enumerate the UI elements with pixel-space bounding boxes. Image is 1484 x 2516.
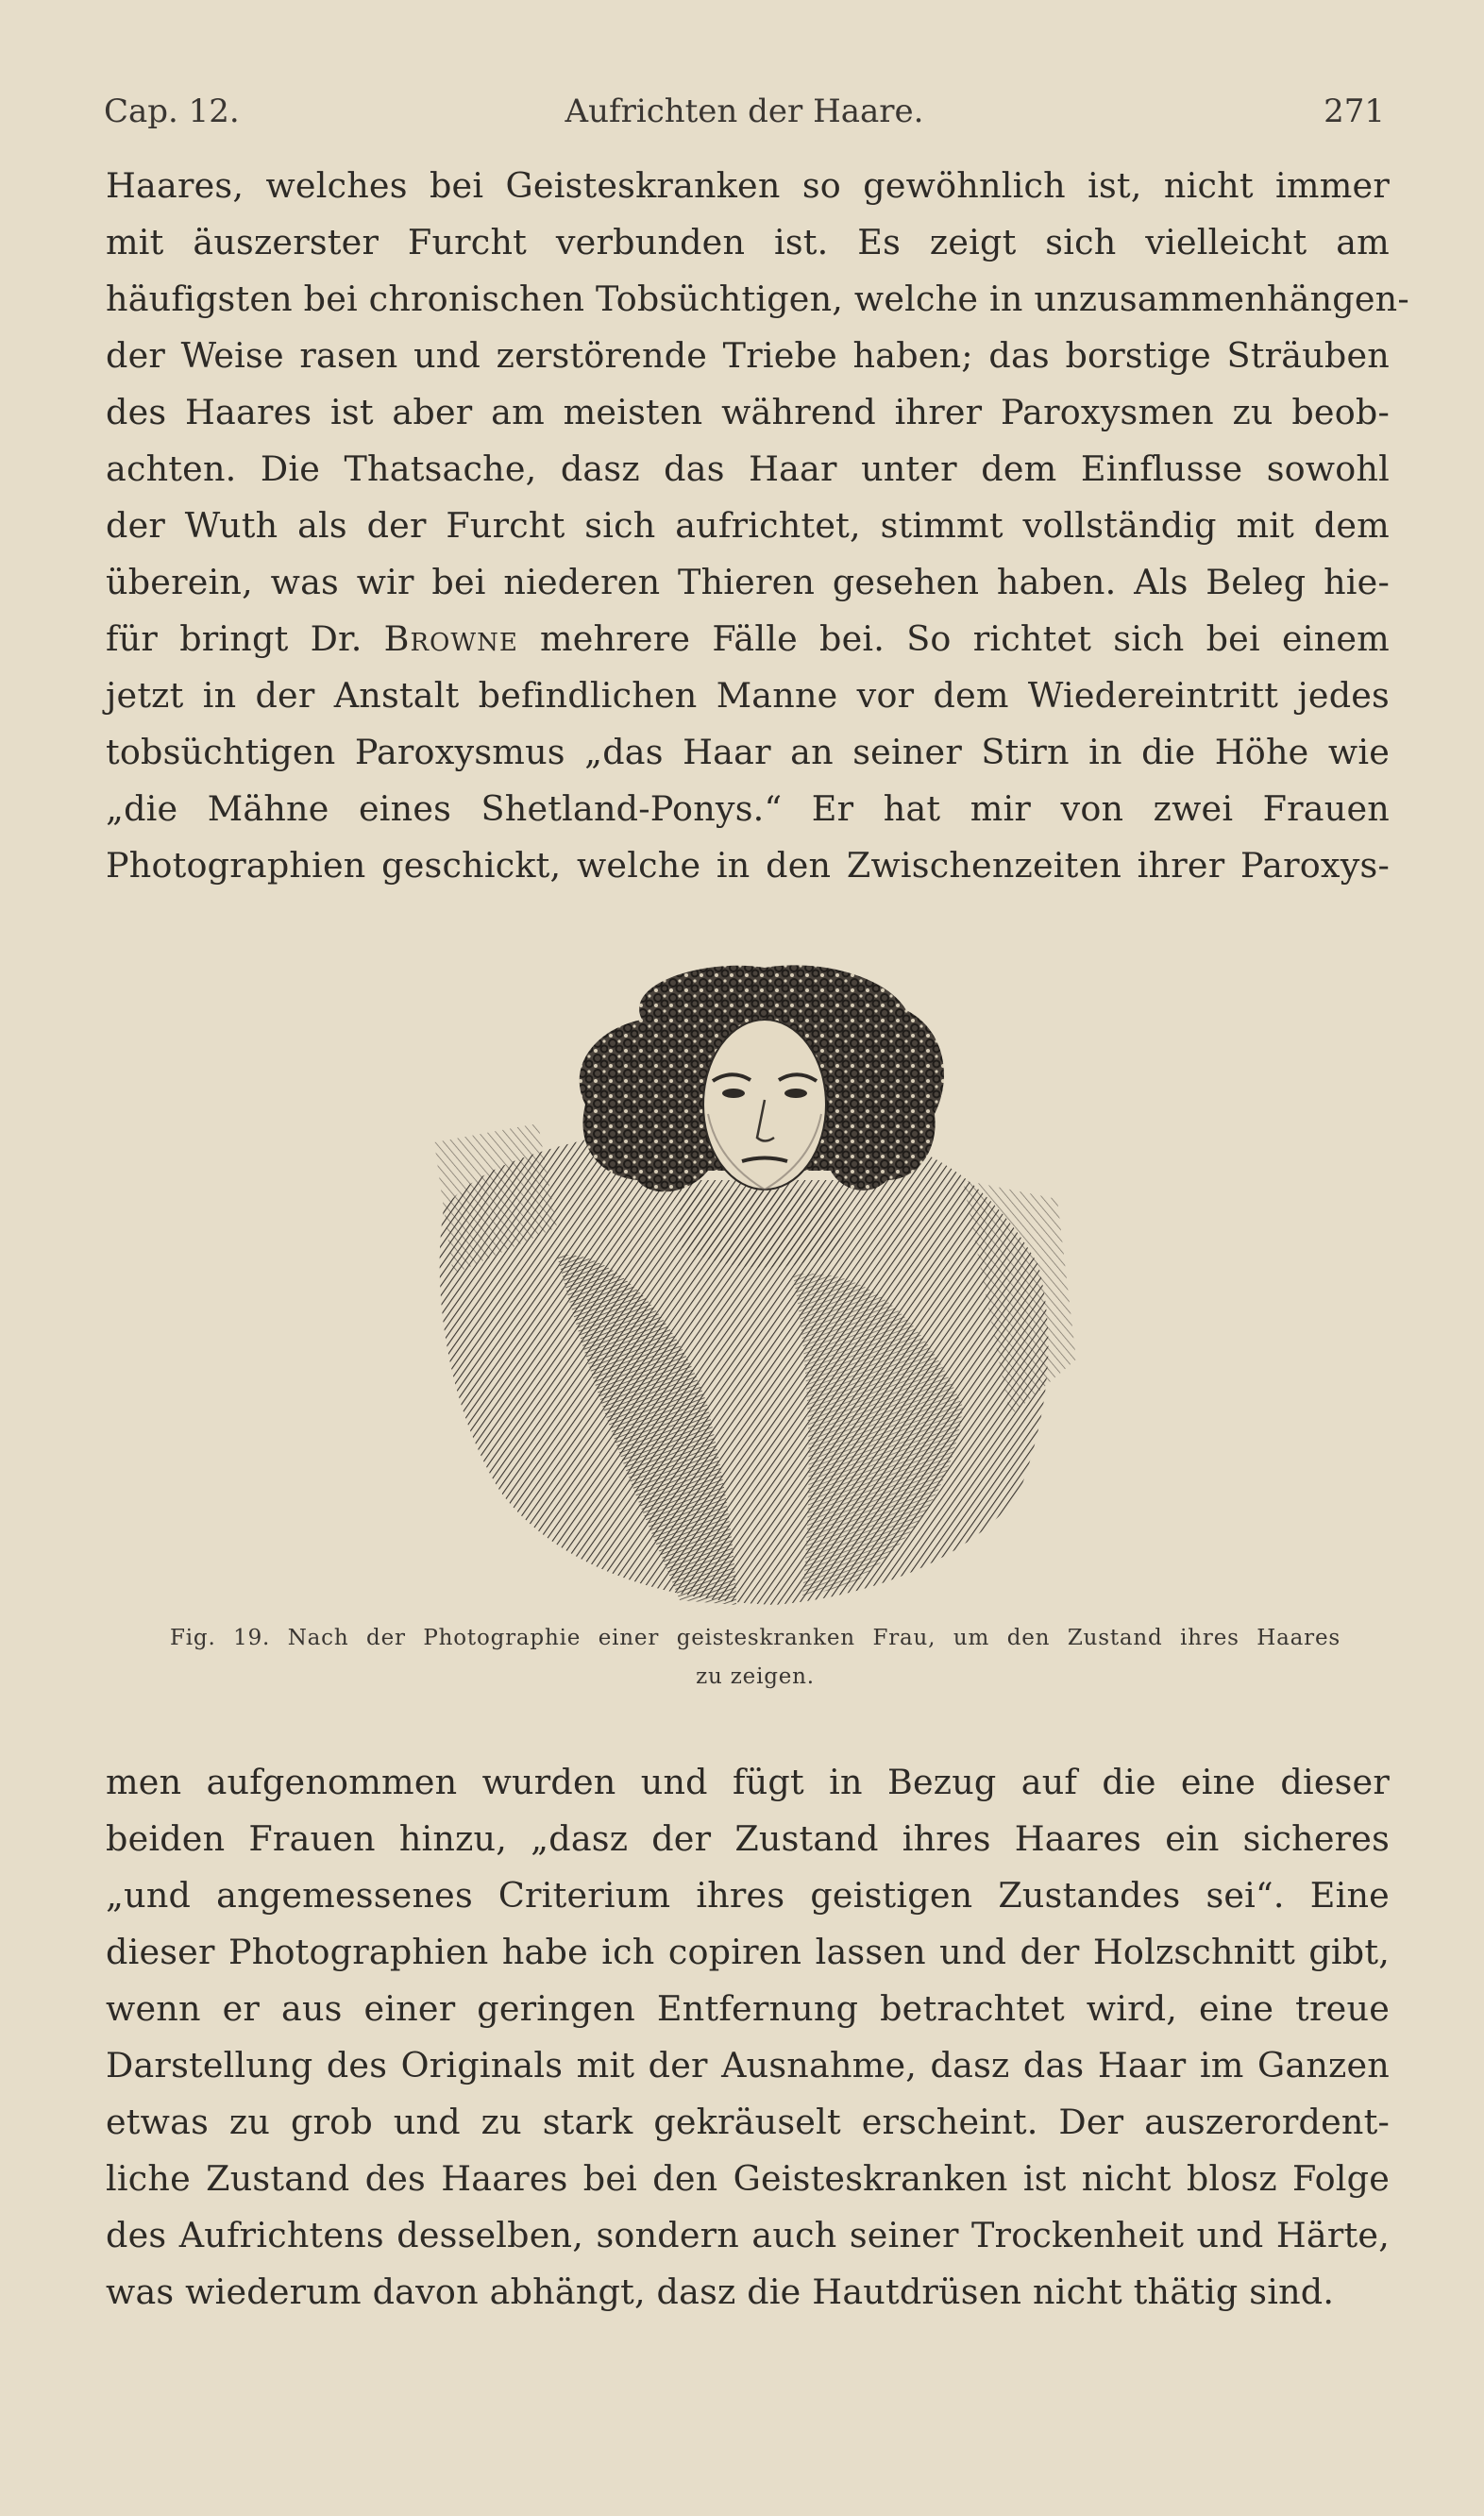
author-name-browne: Browne xyxy=(383,618,518,659)
running-title: Aufrichten der Haare. xyxy=(565,93,924,130)
text-line: achten. Die Thatsache, dasz das Haar unter dem Einflusse sowohl xyxy=(106,448,1390,489)
text-line: der Weise rasen und zerstörende Triebe haben; das borstige Sträuben xyxy=(106,335,1390,376)
text-line: Haares, welches bei Geisteskranken so gewöhnlich ist, nicht immer xyxy=(106,165,1390,206)
figure-caption xyxy=(170,1619,1341,1697)
text-line: beiden Frauen hinzu, „dasz der Zustand ihres Haares ein sicheres xyxy=(106,1818,1390,1859)
text-line: dieser Photographien habe ich copiren lassen und der Holzschnitt gibt, xyxy=(106,1932,1390,1972)
caption-line: zu zeigen. xyxy=(696,1664,815,1689)
running-header xyxy=(104,93,1385,140)
text-line: „und angemessenes Criterium ihres geistigen Zustandes sei“. Eine xyxy=(106,1875,1390,1916)
portrait-woodcut xyxy=(396,963,1105,1624)
text-line: etwas zu grob und zu stark gekräuselt erscheint. Der auszerordent- xyxy=(106,2102,1390,2142)
text-line: des Aufrichtens desselben, sondern auch seiner Trockenheit und Härte, xyxy=(106,2215,1390,2255)
caption-line: Fig. 19. Nach der Photographie einer geisteskranken Frau, um den Zustand ihres Haares xyxy=(170,1626,1341,1650)
text-line: men aufgenommen wurden und fügt in Bezug auf die eine dieser xyxy=(106,1762,1390,1802)
text-line: des Haares ist aber am meisten während ihrer Paroxysmen zu beob- xyxy=(106,392,1390,432)
text-line: tobsüchtigen Paroxysmus „das Haar an seiner Stirn in die Höhe wie xyxy=(106,732,1390,772)
text-line: überein, was wir bei niederen Thieren gesehen haben. Als Beleg hie- xyxy=(106,562,1390,602)
text-line: „die Mähne eines Shetland-Ponys.“ Er hat mir von zwei Frauen xyxy=(106,788,1390,829)
line-text: für bringt Dr. xyxy=(106,618,384,659)
text-line: liche Zustand des Haares bei den Geisteskranken ist nicht blosz Folge xyxy=(106,2158,1390,2199)
page-number: 271 xyxy=(1324,93,1385,130)
text-line: jetzt in der Anstalt befindlichen Manne vor dem Wiedereintritt jedes xyxy=(106,675,1390,716)
chapter-label: Cap. 12. xyxy=(104,93,240,130)
text-line: Darstellung des Originals mit der Ausnahme, dasz das Haar im Ganzen xyxy=(106,2045,1390,2085)
text-line: was wiederum davon abhängt, dasz die Hautdrüsen nicht thätig sind. xyxy=(106,2271,1335,2312)
line-text: mehrere Fälle bei. So richtet sich bei einem xyxy=(517,618,1390,659)
text-line: wenn er aus einer geringen Entfernung betrachtet wird, eine treue xyxy=(106,1988,1390,2029)
text-line: häufigsten bei chronischen Tobsüchtigen, welche in unzusammenhängen- xyxy=(106,279,1409,319)
text-line: der Wuth als der Furcht sich aufrichtet, stimmt vollständig mit dem xyxy=(106,505,1390,546)
woodcut-figure xyxy=(396,963,1105,1624)
text-line xyxy=(106,611,1390,667)
text-line: mit äuszerster Furcht verbunden ist. Es zeigt sich vielleicht am xyxy=(106,222,1390,262)
paragraph-bottom xyxy=(106,1754,1390,2321)
paragraph-top xyxy=(106,158,1409,894)
text-line: Photographien geschickt, welche in den Zwischenzeiten ihrer Paroxys- xyxy=(106,845,1390,886)
